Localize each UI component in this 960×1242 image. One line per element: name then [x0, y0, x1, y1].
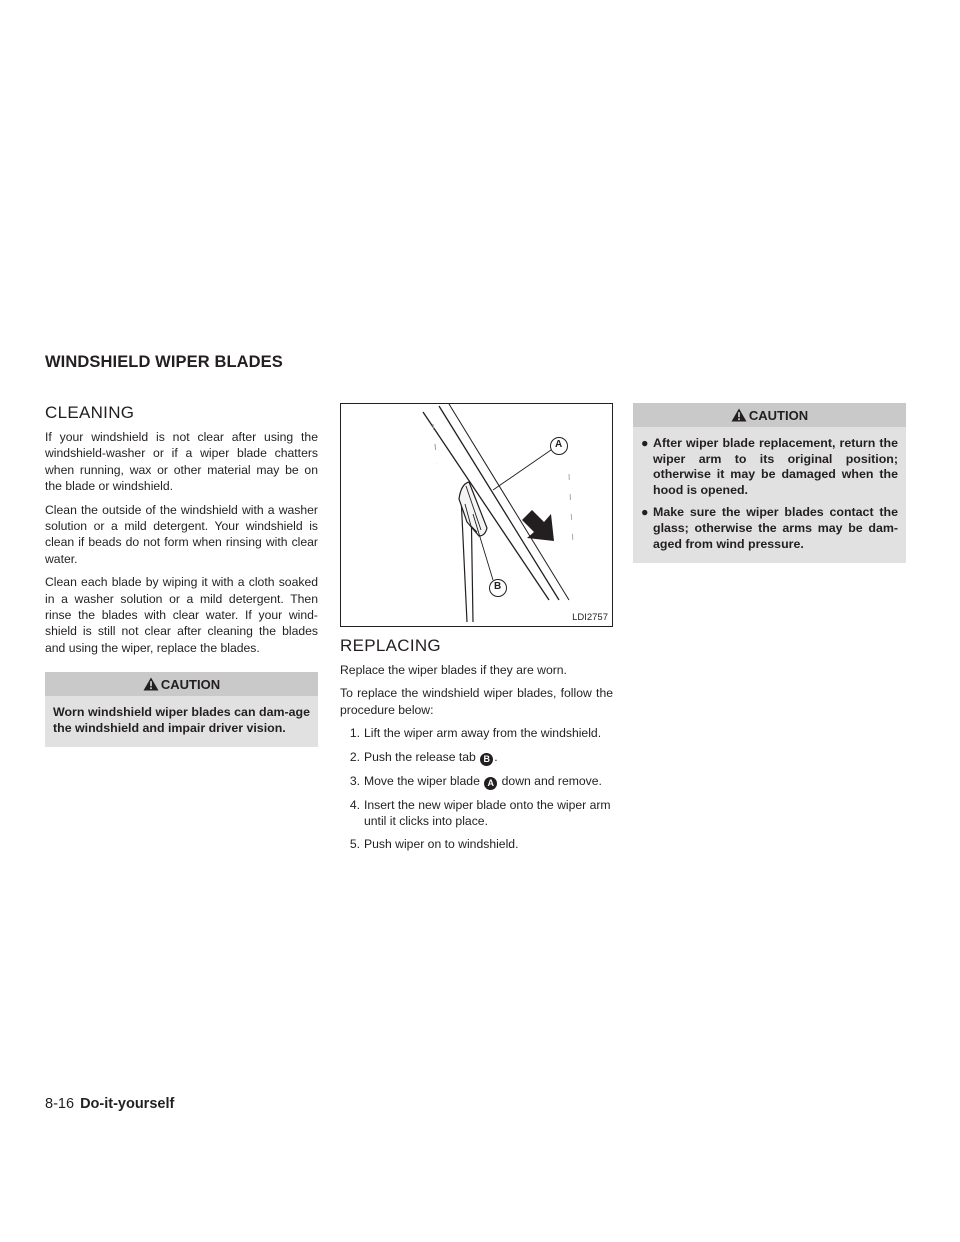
step-text-part: Push the release tab [364, 749, 476, 764]
callout-a: A [555, 439, 563, 450]
direction-arrow-icon [522, 510, 554, 541]
cleaning-paragraph: Clean the outside of the windshield with a washer solution or a mild detergent. Your windshield is clean if beads do not form when rinsing with clear water. [45, 502, 318, 566]
callout-badge-a: A [484, 777, 497, 790]
replacing-heading: REPLACING [340, 636, 441, 655]
warning-triangle-icon [731, 408, 747, 422]
wiper-illustration [340, 403, 613, 627]
page-number: 8-16 [45, 1096, 75, 1112]
figure-code: LDI2757 [572, 612, 608, 623]
cleaning-heading: CLEANING [45, 403, 135, 422]
chapter-title: Do-it-yourself [80, 1096, 175, 1112]
cleaning-paragraph: Clean each blade by wiping it with a cloth soaked in a washer solution or a mild detergent. Then rinse the blades with clear water. If your wind-shield is still not clear after cleaning the blades and using the wiper, replace the blades. [45, 575, 318, 655]
caution-box-replacement [633, 403, 906, 563]
caution-item-text: Make sure the wiper blades contact the glass; otherwise the arms may be dam-aged from wind pressure. [653, 505, 898, 551]
step-number: 1. [349, 726, 360, 741]
replacing-lead: To replace the windshield wiper blades, follow the procedure below: [340, 686, 613, 717]
step-item [340, 749, 613, 766]
caution-text: Worn windshield wiper blades can dam-age the windshield and impair driver vision. [53, 705, 310, 735]
step-text: Lift the wiper arm away from the windshield. [364, 726, 602, 741]
cleaning-paragraph: If your windshield is not clear after using the windshield-washer or if a wiper blade chatters when running, wax or other material may be on the blade or windshield. [45, 430, 318, 494]
replacement-steps [340, 725, 613, 853]
caution-item [641, 436, 898, 498]
step-number: 4. [349, 797, 360, 812]
step-text: Push wiper on to windshield. [364, 837, 519, 852]
step-item [340, 797, 613, 830]
column-caution [633, 403, 906, 563]
step-number: 2. [349, 749, 360, 764]
step-text [364, 749, 613, 766]
caution-list [633, 427, 906, 563]
step-item [340, 773, 613, 790]
bullet-icon: ● [641, 505, 649, 520]
bullet-icon: ● [641, 436, 649, 450]
step-number: 3. [349, 773, 360, 788]
warning-triangle-icon [143, 677, 159, 691]
section-title: WINDSHIELD WIPER BLADES [45, 353, 283, 371]
replacing-intro: Replace the wiper blades if they are worn. [340, 663, 567, 677]
caution-item-text: After wiper blade replacement, return the wiper arm to its original position; otherwise it may be damaged when the hood is opened. [653, 436, 898, 497]
caution-header [633, 403, 906, 427]
step-text-part: . [494, 749, 498, 764]
column-replacing [340, 403, 613, 860]
caution-label: CAUTION [160, 676, 221, 692]
page-footer [45, 1096, 174, 1112]
step-number: 5. [349, 837, 360, 852]
caution-box-blades [45, 672, 318, 747]
caution-header [45, 672, 318, 696]
step-item [340, 836, 613, 852]
step-text: Insert the new wiper blade onto the wiper arm until it clicks into place. [364, 797, 611, 829]
callout-b: B [494, 581, 502, 592]
column-cleaning [45, 403, 318, 747]
step-item [340, 725, 613, 741]
caution-label: CAUTION [748, 407, 809, 423]
wiper-diagram [341, 404, 612, 626]
step-text-part: Move the wiper blade [364, 773, 480, 788]
callout-badge-b: B [480, 753, 493, 766]
step-text [364, 773, 613, 790]
step-text-part: down and remove. [501, 773, 602, 788]
caution-item [641, 505, 898, 552]
